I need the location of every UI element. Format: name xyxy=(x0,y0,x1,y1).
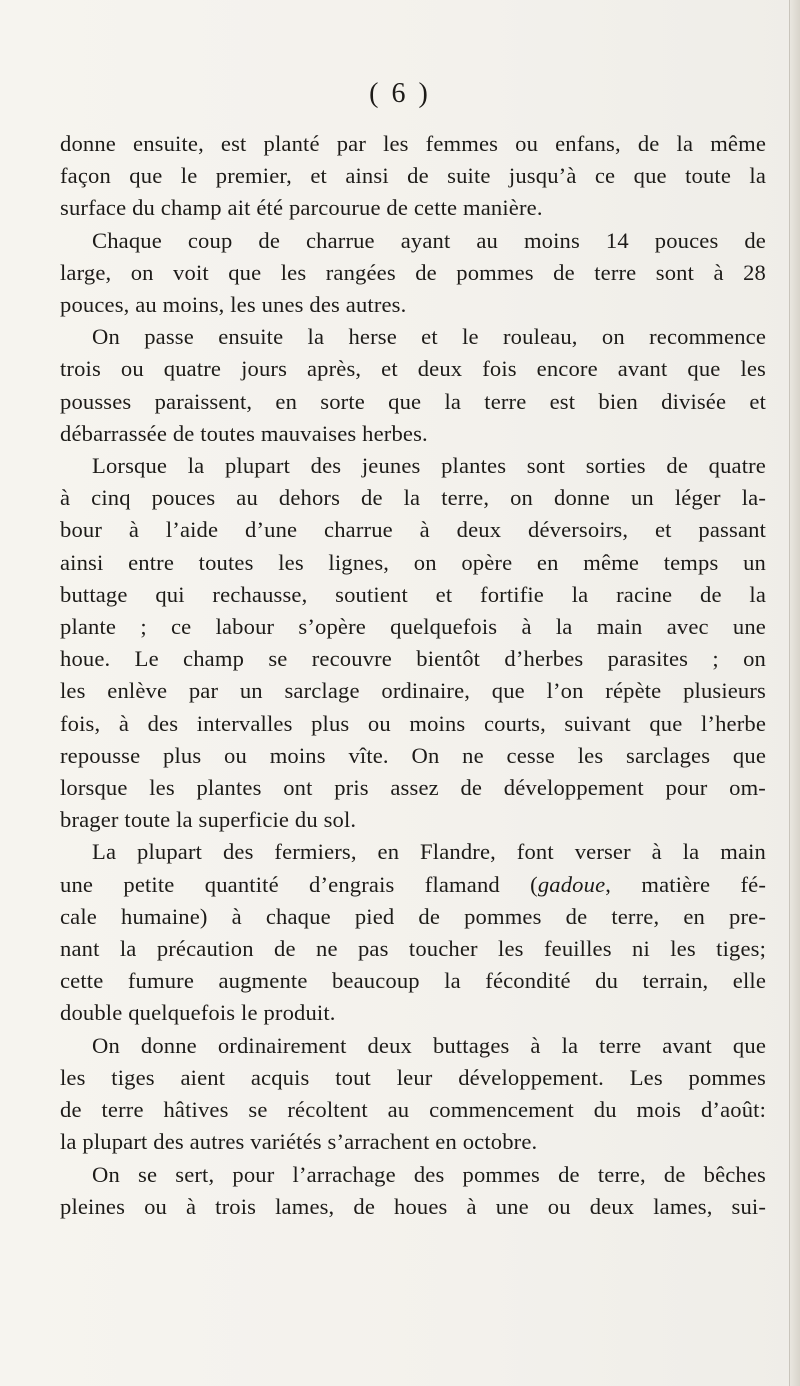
text-line: houe. Le champ se recouvre bientôt d’herbes parasites ; on xyxy=(60,646,766,672)
page-number: ( 6 ) xyxy=(369,78,431,109)
text-line: nant la précaution de ne pas toucher les feuilles ni les tiges; xyxy=(60,936,766,962)
text-line: lorsque les plantes ont pris assez de développement pour om- xyxy=(60,775,766,801)
text-line: bour à l’aide d’une charrue à deux déversoirs, et passant xyxy=(60,517,766,543)
text-line: plante ; ce labour s’opère quelquefois à la main avec une xyxy=(60,614,766,640)
text-line: repousse plus ou moins vîte. On ne cesse les sarclages que xyxy=(60,742,766,768)
paragraph-first-line: Chaque coup de charrue ayant au moins 14 pouces de xyxy=(92,227,766,253)
text-line: fois, à des intervalles plus ou moins courts, suivant que l’herbe xyxy=(60,710,766,736)
text-segment: une petite quantité d’engrais flamand ( xyxy=(60,871,538,897)
text-line: donne ensuite, est planté par les femmes ou enfans, de la même xyxy=(60,131,766,156)
paragraph-first-line: La plupart des fermiers, en Flandre, font verser à la main xyxy=(92,839,766,865)
paragraph-first-line: Lorsque la plupart des jeunes plantes sont sorties de quatre xyxy=(92,453,766,479)
text-line: de terre hâtives se récoltent au commencement du mois d’août: xyxy=(60,1097,766,1123)
text-line: façon que le premier, et ainsi de suite jusqu’à ce que toute la xyxy=(60,163,766,189)
text-line: la plupart des autres variétés s’arrachent en octobre. xyxy=(60,1129,538,1155)
text-line: pleines ou à trois lames, de houes à une ou deux lames, sui- xyxy=(60,1193,766,1219)
page-edge xyxy=(789,0,800,1386)
paragraph-first-line: On donne ordinairement deux buttages à la terre avant que xyxy=(92,1032,766,1058)
text-line: cale humaine) à chaque pied de pommes de terre, en pre- xyxy=(60,903,766,929)
text-line: large, on voit que les rangées de pommes de terre sont à 28 xyxy=(60,259,766,285)
text-line: pousses paraissent, en sorte que la terre est bien divisée et xyxy=(60,388,766,414)
text-line: à cinq pouces au dehors de la terre, on donne un léger la- xyxy=(60,485,766,511)
text-segment: , matière fé- xyxy=(605,871,766,897)
italic-term: gadoue xyxy=(537,871,606,897)
text-line: débarrassée de toutes mauvaises herbes. xyxy=(60,420,428,446)
text-line: brager toute la superficie du sol. xyxy=(60,807,357,833)
text-line: les enlève par un sarclage ordinaire, que l’on répète plusieurs xyxy=(60,678,766,704)
paragraph-first-line: On passe ensuite la herse et le rouleau, on recommence xyxy=(92,324,766,350)
text-line-with-italic xyxy=(60,869,766,901)
text-line: surface du champ ait été parcourue de cette manière. xyxy=(60,195,543,221)
text-line: cette fumure augmente beaucoup la fécondité du terrain, elle xyxy=(60,968,766,994)
text-line: ainsi entre toutes les lignes, on opère en même temps un xyxy=(60,549,766,575)
text-line: pouces, au moins, les unes des autres. xyxy=(60,292,407,318)
body-text xyxy=(60,128,766,1223)
paragraph-first-line: On se sert, pour l’arrachage des pommes de terre, de bêches xyxy=(92,1161,766,1187)
text-line: trois ou quatre jours après, et deux fois encore avant que les xyxy=(60,356,766,382)
text-line: les tiges aient acquis tout leur développement. Les pommes xyxy=(60,1064,766,1090)
text-line: double quelquefois le produit. xyxy=(60,1000,336,1026)
text-line: buttage qui rechausse, soutient et fortifie la racine de la xyxy=(60,581,766,607)
